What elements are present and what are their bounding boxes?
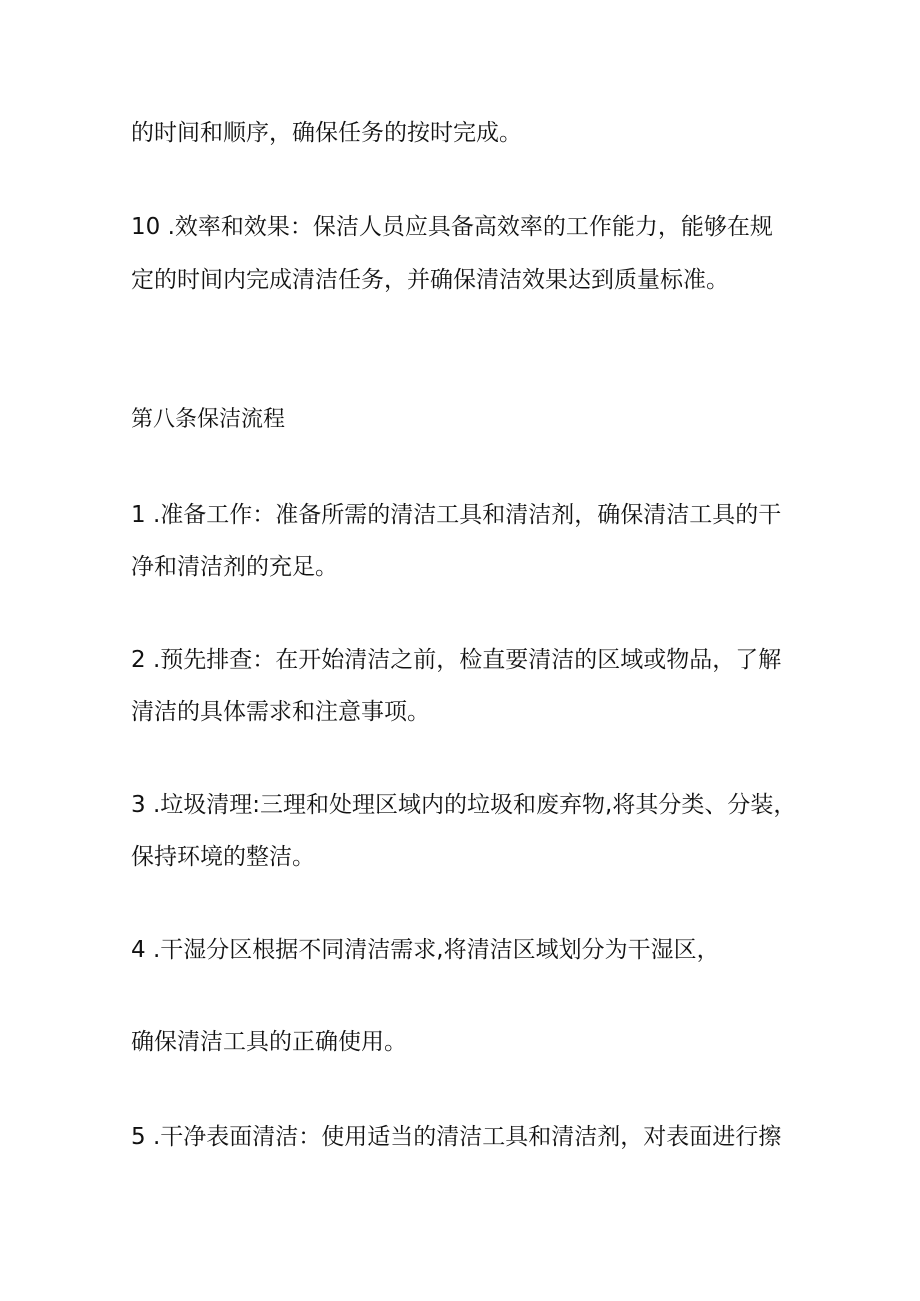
paragraph-line: 3 .垃圾清理:三理和处理区域内的垃圾和废弃物,将其分类、分装， [131,792,797,818]
section-heading: 第八条保洁流程 [131,407,286,432]
paragraph-line: 清洁的具体需求和注意事项。 [131,699,430,725]
paragraph-line: 4 .干湿分区根据不同清洁需求,将清洁区域划分为干湿区， [131,937,720,963]
paragraph-line: 的时间和顺序，确保任务的按时完成。 [131,120,522,146]
paragraph-line: 1 .准备工作：准备所需的清洁工具和清洁剂，确保清洁工具的干 [131,502,782,528]
paragraph-line: 净和清洁剂的充足。 [131,554,338,580]
paragraph-line: 定的时间内完成清洁任务，并确保清洁效果达到质量标准。 [131,267,729,293]
paragraph-line: 10 .效率和效果：保洁人员应具备高效率的工作能力，能够在规 [131,214,773,240]
paragraph-line: 2 .预先排查：在开始清洁之前，检直要清洁的区域或物品，了解 [131,647,782,673]
paragraph-line: 保持环境的整洁。 [131,844,315,870]
paragraph-line: 5 .干净表面清洁：使用适当的清洁工具和清洁剂，对表面进行擦 [131,1124,782,1150]
paragraph-line: 确保清洁工具的正确使用。 [131,1029,407,1055]
